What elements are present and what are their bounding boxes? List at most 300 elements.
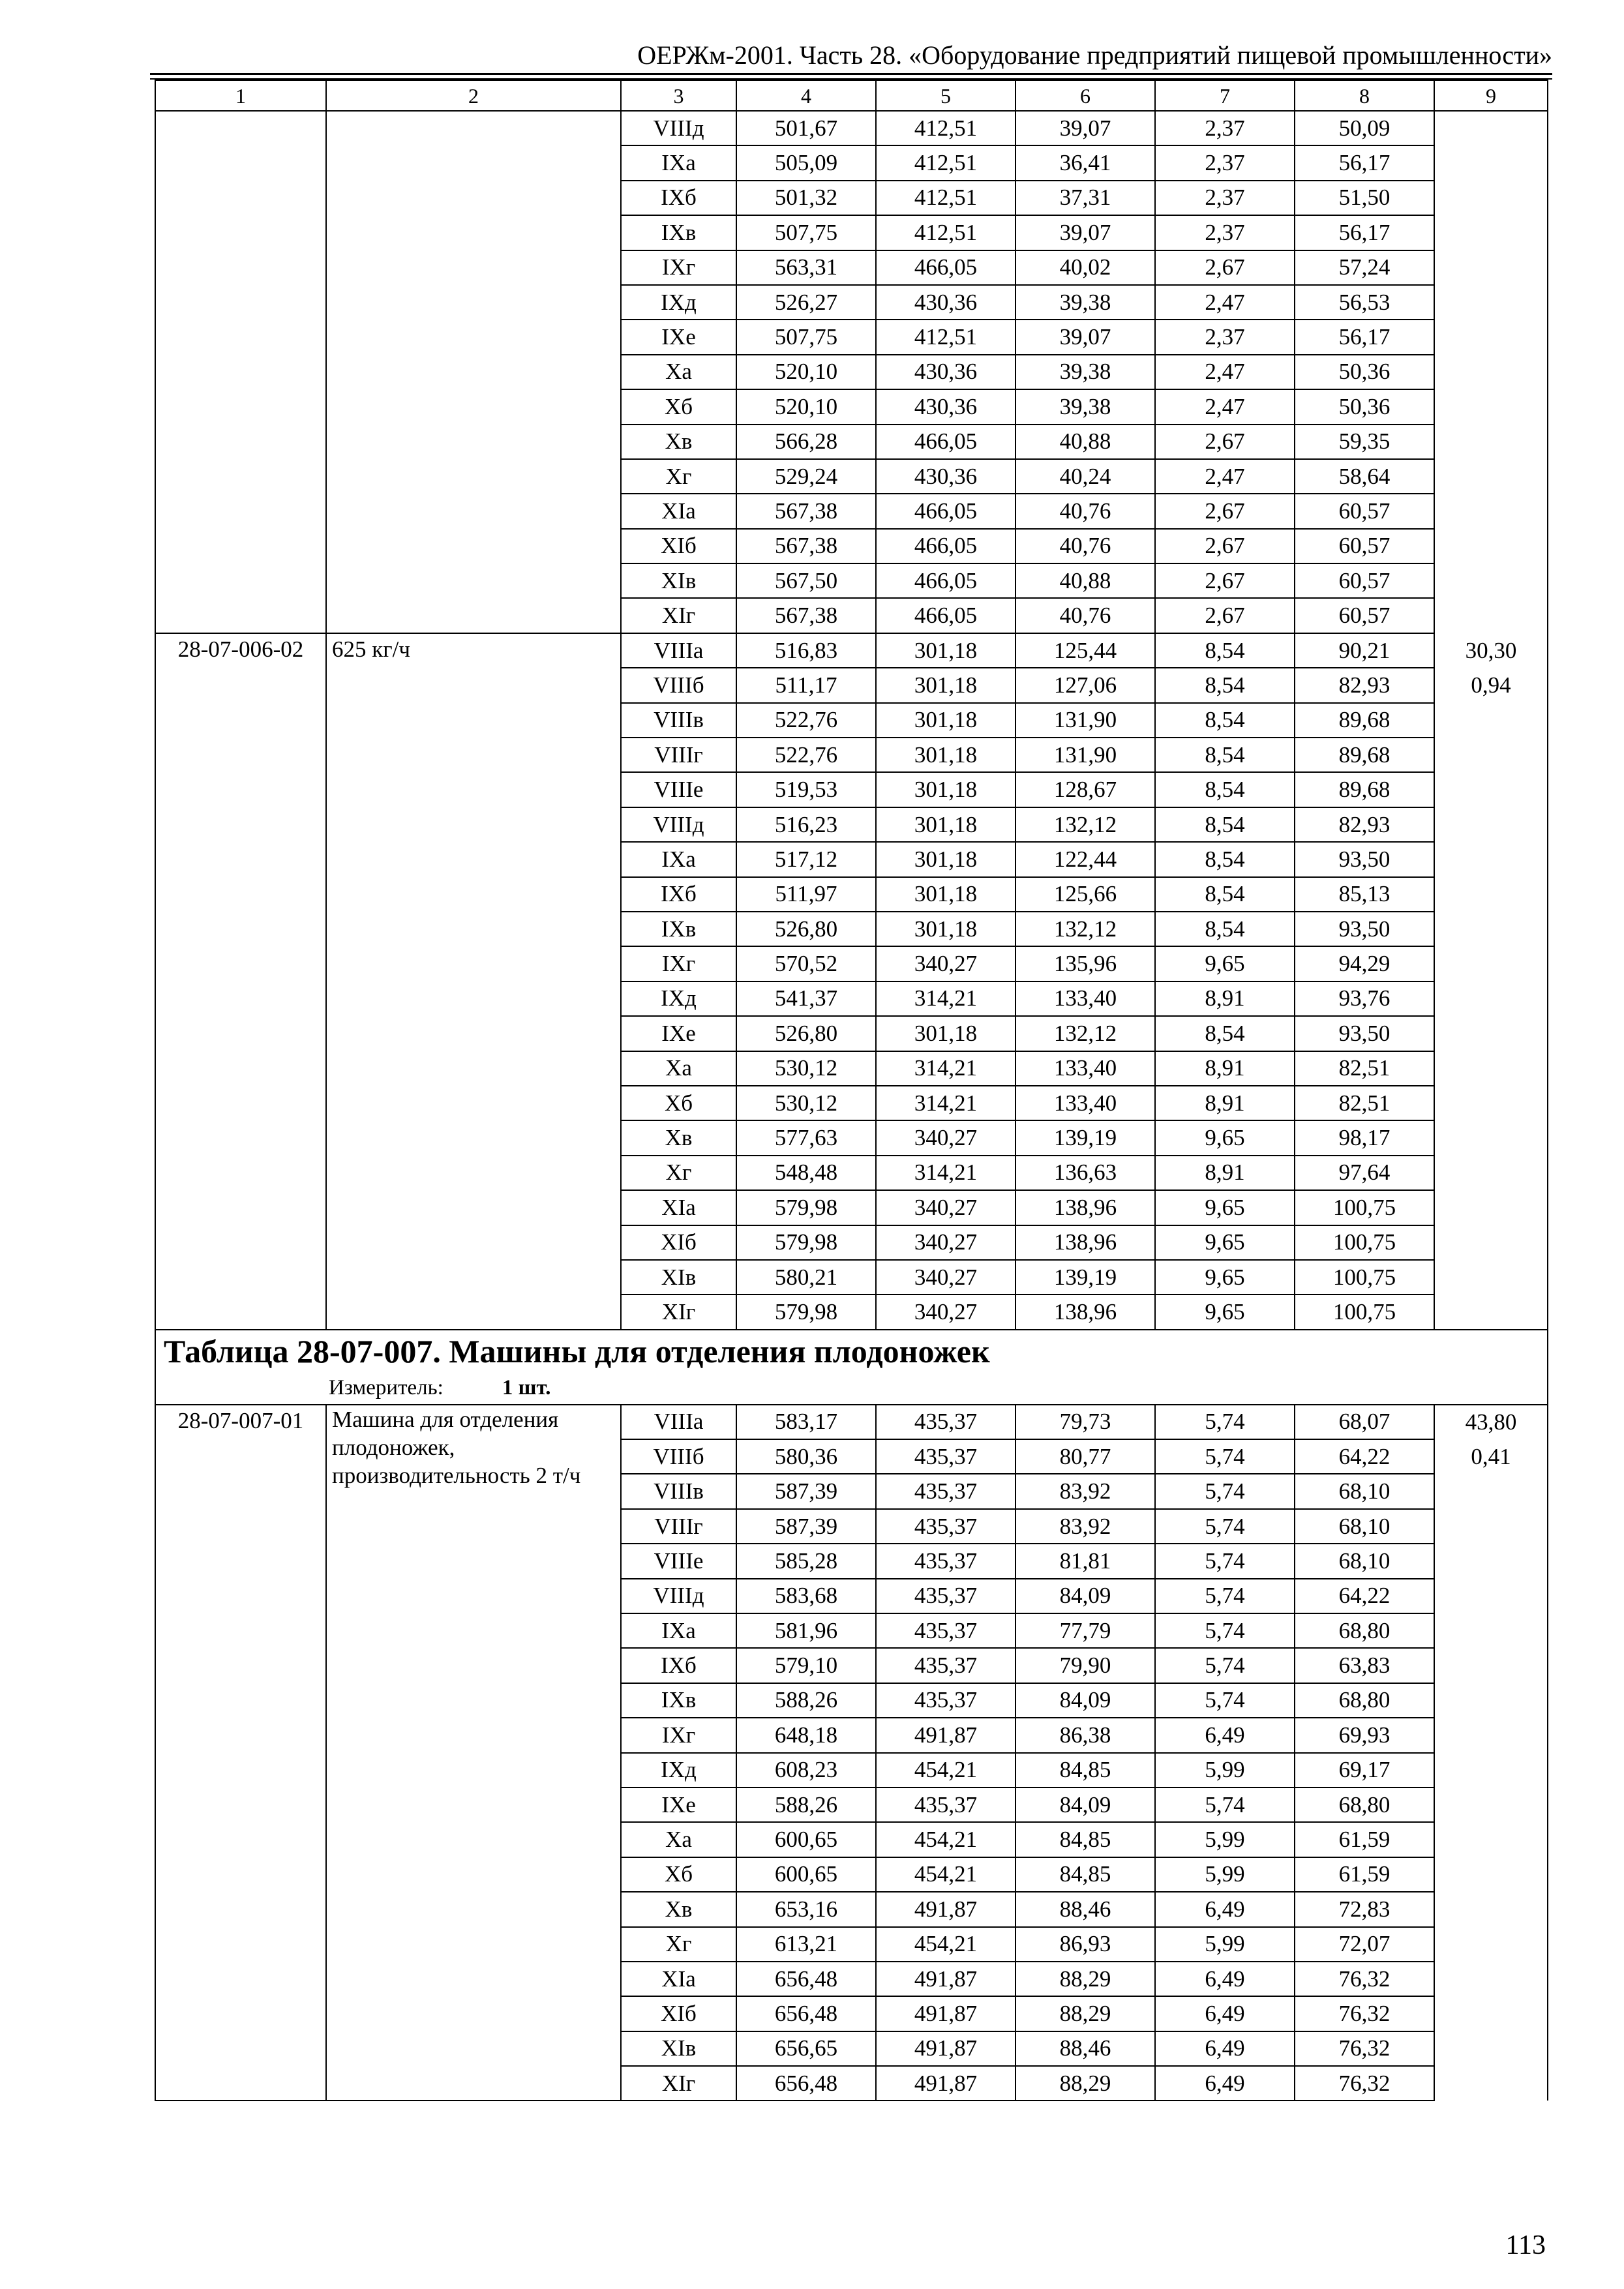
machinist-wages-cell: 6,49 — [1155, 2066, 1295, 2101]
zone-cell: VIIIа — [621, 633, 736, 668]
zone-cell: IXг — [621, 250, 736, 285]
column-number: 3 — [621, 80, 736, 111]
materials-cell: 93,76 — [1295, 981, 1434, 1016]
description-cell: Машина для отделения плодоножек, производительность 2 т/ч — [326, 1405, 621, 2101]
machinist-wages-cell: 8,91 — [1155, 1051, 1295, 1086]
machinist-wages-cell: 2,67 — [1155, 425, 1295, 459]
machines-cell: 40,02 — [1015, 250, 1155, 285]
machines-cell: 138,96 — [1015, 1294, 1155, 1329]
materials-cell: 89,68 — [1295, 738, 1434, 772]
zone-cell: VIIIв — [621, 703, 736, 738]
labor-extra-cell — [1434, 145, 1548, 180]
zone-cell: IXб — [621, 1648, 736, 1683]
total-cost-cell: 580,21 — [736, 1260, 876, 1294]
machines-cell: 128,67 — [1015, 772, 1155, 807]
wages-cell: 314,21 — [876, 1086, 1015, 1120]
labor-extra-cell — [1434, 1892, 1548, 1926]
total-cost-cell: 585,28 — [736, 1544, 876, 1578]
machines-cell: 138,96 — [1015, 1225, 1155, 1260]
machinist-wages-cell: 5,99 — [1155, 1857, 1295, 1892]
zone-cell: XIб — [621, 529, 736, 563]
zone-cell: XIб — [621, 1225, 736, 1260]
machines-cell: 79,90 — [1015, 1648, 1155, 1683]
materials-cell: 100,75 — [1295, 1225, 1434, 1260]
labor-extra-cell — [1434, 459, 1548, 494]
wages-cell: 491,87 — [876, 1718, 1015, 1752]
labor-extra-cell — [1434, 250, 1548, 285]
machines-cell: 88,29 — [1015, 2066, 1155, 2101]
machines-cell: 135,96 — [1015, 946, 1155, 981]
labor-extra-cell — [1434, 1718, 1548, 1752]
total-cost-cell: 653,16 — [736, 1892, 876, 1926]
column-number: 6 — [1015, 80, 1155, 111]
labor-extra-cell — [1434, 181, 1548, 215]
wages-cell: 314,21 — [876, 1051, 1015, 1086]
labor-extra-cell — [1434, 1544, 1548, 1578]
machinist-wages-cell: 5,99 — [1155, 1927, 1295, 1962]
unit-row — [155, 1372, 1548, 1405]
zone-cell: IXг — [621, 1718, 736, 1752]
page-header-title: ОЕРЖм-2001. Часть 28. «Оборудование предприятий пищевой промышленности» — [637, 40, 1552, 70]
wages-cell: 435,37 — [876, 1474, 1015, 1508]
zone-cell: XIа — [621, 1190, 736, 1225]
total-cost-cell: 541,37 — [736, 981, 876, 1016]
machines-cell: 40,76 — [1015, 598, 1155, 633]
machinist-wages-cell: 8,54 — [1155, 772, 1295, 807]
wages-cell: 466,05 — [876, 529, 1015, 563]
machines-cell: 133,40 — [1015, 1051, 1155, 1086]
materials-cell: 82,51 — [1295, 1086, 1434, 1120]
total-cost-cell: 522,76 — [736, 703, 876, 738]
machinist-wages-cell: 5,99 — [1155, 1822, 1295, 1857]
zone-cell: VIIIд — [621, 111, 736, 145]
zone-cell: XIг — [621, 1294, 736, 1329]
wages-cell: 314,21 — [876, 981, 1015, 1016]
zone-cell: Xг — [621, 1156, 736, 1190]
materials-cell: 60,57 — [1295, 598, 1434, 633]
zone-cell: Xв — [621, 425, 736, 459]
machines-cell: 122,44 — [1015, 842, 1155, 876]
materials-cell: 76,32 — [1295, 1996, 1434, 2031]
total-cost-cell: 507,75 — [736, 215, 876, 250]
machines-cell: 83,92 — [1015, 1474, 1155, 1508]
machinist-wages-cell: 6,49 — [1155, 1996, 1295, 2031]
materials-cell: 56,53 — [1295, 285, 1434, 320]
machinist-wages-cell: 2,37 — [1155, 145, 1295, 180]
wages-cell: 412,51 — [876, 111, 1015, 145]
machines-cell: 139,19 — [1015, 1120, 1155, 1155]
total-cost-cell: 600,65 — [736, 1822, 876, 1857]
machinist-wages-cell: 2,67 — [1155, 250, 1295, 285]
wages-cell: 435,37 — [876, 1788, 1015, 1822]
zone-cell: IXе — [621, 1788, 736, 1822]
total-cost-cell: 608,23 — [736, 1753, 876, 1788]
total-cost-cell: 517,12 — [736, 842, 876, 876]
machines-cell: 132,12 — [1015, 1016, 1155, 1051]
machinist-wages-cell: 5,74 — [1155, 1474, 1295, 1508]
zone-cell: Xб — [621, 389, 736, 424]
labor-extra-cell — [1434, 1648, 1548, 1683]
machines-cell: 84,85 — [1015, 1822, 1155, 1857]
materials-cell: 60,57 — [1295, 529, 1434, 563]
wages-cell: 466,05 — [876, 250, 1015, 285]
machinist-wages-cell: 9,65 — [1155, 1120, 1295, 1155]
machinist-wages-cell: 5,74 — [1155, 1509, 1295, 1544]
machinist-wages-cell: 2,37 — [1155, 181, 1295, 215]
materials-cell: 93,50 — [1295, 1016, 1434, 1051]
wages-cell: 435,37 — [876, 1613, 1015, 1648]
zone-cell: VIIIб — [621, 668, 736, 702]
machinist-wages-cell: 2,67 — [1155, 598, 1295, 633]
labor-extra-cell — [1434, 946, 1548, 981]
table-title-row — [155, 1330, 1548, 1372]
wages-cell: 301,18 — [876, 1016, 1015, 1051]
total-cost-cell: 519,53 — [736, 772, 876, 807]
total-cost-cell: 567,38 — [736, 494, 876, 528]
total-cost-cell: 522,76 — [736, 738, 876, 772]
wages-cell: 412,51 — [876, 320, 1015, 354]
materials-cell: 89,68 — [1295, 703, 1434, 738]
labor-extra-cell — [1434, 1788, 1548, 1822]
machines-cell: 132,12 — [1015, 912, 1155, 946]
description-cell: 625 кг/ч — [326, 633, 621, 1330]
machines-cell: 40,88 — [1015, 563, 1155, 598]
machines-cell: 127,06 — [1015, 668, 1155, 702]
column-number: 5 — [876, 80, 1015, 111]
materials-cell: 56,17 — [1295, 215, 1434, 250]
zone-cell: VIIIг — [621, 738, 736, 772]
machines-cell: 132,12 — [1015, 807, 1155, 842]
labor-extra-cell — [1434, 981, 1548, 1016]
machinist-wages-cell: 8,54 — [1155, 703, 1295, 738]
materials-cell: 68,07 — [1295, 1405, 1434, 1439]
materials-cell: 72,07 — [1295, 1927, 1434, 1962]
column-number: 2 — [326, 80, 621, 111]
wages-cell: 301,18 — [876, 668, 1015, 702]
materials-cell: 82,51 — [1295, 1051, 1434, 1086]
materials-cell: 60,57 — [1295, 494, 1434, 528]
total-cost-cell: 570,52 — [736, 946, 876, 981]
machines-cell: 83,92 — [1015, 1509, 1155, 1544]
wages-cell: 491,87 — [876, 2066, 1015, 2101]
total-cost-cell: 548,48 — [736, 1156, 876, 1190]
wages-cell: 435,37 — [876, 1405, 1015, 1439]
zone-cell: XIа — [621, 494, 736, 528]
zone-cell: IXа — [621, 842, 736, 876]
column-number: 8 — [1295, 80, 1434, 111]
materials-cell: 60,57 — [1295, 563, 1434, 598]
wages-cell: 301,18 — [876, 912, 1015, 946]
labor-extra-cell — [1434, 877, 1548, 912]
machines-cell: 80,77 — [1015, 1439, 1155, 1474]
machinist-wages-cell: 5,74 — [1155, 1648, 1295, 1683]
labor-extra-cell — [1434, 1683, 1548, 1718]
machinist-wages-cell: 8,54 — [1155, 877, 1295, 912]
machines-cell: 81,81 — [1015, 1544, 1155, 1578]
machines-cell: 138,96 — [1015, 1190, 1155, 1225]
zone-cell: IXа — [621, 145, 736, 180]
wages-cell: 435,37 — [876, 1544, 1015, 1578]
materials-cell: 59,35 — [1295, 425, 1434, 459]
machines-cell: 84,09 — [1015, 1788, 1155, 1822]
machines-cell: 139,19 — [1015, 1260, 1155, 1294]
machines-cell: 131,90 — [1015, 738, 1155, 772]
materials-cell: 98,17 — [1295, 1120, 1434, 1155]
labor-extra-cell — [1434, 598, 1548, 633]
rate-code-cell: 28-07-007-01 — [155, 1405, 326, 2101]
total-cost-cell: 520,10 — [736, 355, 876, 389]
wages-cell: 430,36 — [876, 459, 1015, 494]
wages-cell: 491,87 — [876, 1892, 1015, 1926]
labor-extra-cell — [1434, 1857, 1548, 1892]
labor-extra-cell — [1434, 1086, 1548, 1120]
machinist-wages-cell: 9,65 — [1155, 946, 1295, 981]
machinist-wages-cell: 8,54 — [1155, 912, 1295, 946]
machinist-wages-cell: 9,65 — [1155, 1190, 1295, 1225]
materials-cell: 50,36 — [1295, 389, 1434, 424]
zone-cell: Xв — [621, 1892, 736, 1926]
wages-cell: 340,27 — [876, 1190, 1015, 1225]
machines-cell: 88,29 — [1015, 1962, 1155, 1996]
labor-extra-cell — [1434, 2066, 1548, 2101]
total-cost-cell: 580,36 — [736, 1439, 876, 1474]
machinist-wages-cell: 8,54 — [1155, 1016, 1295, 1051]
machines-cell: 39,07 — [1015, 215, 1155, 250]
labor-extra-cell — [1434, 1579, 1548, 1613]
wages-cell: 466,05 — [876, 425, 1015, 459]
machines-cell: 36,41 — [1015, 145, 1155, 180]
machinist-wages-cell: 8,54 — [1155, 668, 1295, 702]
zone-cell: Xг — [621, 459, 736, 494]
total-cost-cell: 511,97 — [736, 877, 876, 912]
total-cost-cell: 579,98 — [736, 1225, 876, 1260]
total-cost-cell: 516,23 — [736, 807, 876, 842]
zone-cell: Xв — [621, 1120, 736, 1155]
total-cost-cell: 507,75 — [736, 320, 876, 354]
machinist-wages-cell: 2,47 — [1155, 459, 1295, 494]
labor-extra-cell — [1434, 1190, 1548, 1225]
wages-cell: 454,21 — [876, 1857, 1015, 1892]
zone-cell: IXв — [621, 912, 736, 946]
wages-cell: 430,36 — [876, 285, 1015, 320]
zone-cell: VIIIб — [621, 1439, 736, 1474]
zone-cell: Xб — [621, 1086, 736, 1120]
zone-cell: IXг — [621, 946, 736, 981]
zone-cell: IXа — [621, 1613, 736, 1648]
labor-extra-cell — [1434, 529, 1548, 563]
total-cost-cell: 577,63 — [736, 1120, 876, 1155]
labor-extra-cell — [1434, 703, 1548, 738]
labor-extra-cell — [1434, 1294, 1548, 1329]
table-row — [155, 1405, 1548, 1439]
column-number: 1 — [155, 80, 326, 111]
machines-cell: 77,79 — [1015, 1613, 1155, 1648]
machines-cell: 40,76 — [1015, 494, 1155, 528]
machines-cell: 125,44 — [1015, 633, 1155, 668]
machines-cell: 84,85 — [1015, 1857, 1155, 1892]
zone-cell: IXд — [621, 1753, 736, 1788]
wages-cell: 435,37 — [876, 1579, 1015, 1613]
labor-extra-cell — [1434, 772, 1548, 807]
machines-cell: 133,40 — [1015, 981, 1155, 1016]
machines-cell: 86,93 — [1015, 1927, 1155, 1962]
labor-extra-cell — [1434, 842, 1548, 876]
materials-cell: 61,59 — [1295, 1822, 1434, 1857]
materials-cell: 50,09 — [1295, 111, 1434, 145]
total-cost-cell: 613,21 — [736, 1927, 876, 1962]
machinist-wages-cell: 2,47 — [1155, 285, 1295, 320]
total-cost-cell: 516,83 — [736, 633, 876, 668]
materials-cell: 82,93 — [1295, 668, 1434, 702]
wages-cell: 301,18 — [876, 772, 1015, 807]
wages-cell: 454,21 — [876, 1927, 1015, 1962]
labor-extra-cell — [1434, 563, 1548, 598]
materials-cell: 61,59 — [1295, 1857, 1434, 1892]
wages-cell: 301,18 — [876, 877, 1015, 912]
total-cost-cell: 526,27 — [736, 285, 876, 320]
materials-cell: 93,50 — [1295, 842, 1434, 876]
machinist-wages-cell: 6,49 — [1155, 1718, 1295, 1752]
machines-cell: 40,88 — [1015, 425, 1155, 459]
machines-cell: 88,46 — [1015, 1892, 1155, 1926]
zone-cell: VIIIд — [621, 1579, 736, 1613]
zone-cell: IXб — [621, 181, 736, 215]
machinist-wages-cell: 8,91 — [1155, 1086, 1295, 1120]
total-cost-cell: 656,48 — [736, 1996, 876, 2031]
total-cost-cell: 520,10 — [736, 389, 876, 424]
rate-code-cell — [155, 111, 326, 633]
page-number: 113 — [1505, 2230, 1546, 2260]
materials-cell: 85,13 — [1295, 877, 1434, 912]
table-title: Таблица 28-07-007. Машины для отделения плодоножек — [155, 1330, 1548, 1372]
materials-cell: 50,36 — [1295, 355, 1434, 389]
zone-cell: VIIIе — [621, 1544, 736, 1578]
labor-extra-cell — [1434, 425, 1548, 459]
machinist-wages-cell: 9,65 — [1155, 1260, 1295, 1294]
labor-extra-cell — [1434, 1156, 1548, 1190]
labor-extra-cell — [1434, 1962, 1548, 1996]
machinist-wages-cell: 8,91 — [1155, 1156, 1295, 1190]
total-cost-cell: 656,48 — [736, 1962, 876, 1996]
machinist-wages-cell: 8,54 — [1155, 738, 1295, 772]
total-cost-cell: 587,39 — [736, 1509, 876, 1544]
materials-cell: 63,83 — [1295, 1648, 1434, 1683]
zone-cell: VIIIд — [621, 807, 736, 842]
machinist-wages-cell: 8,54 — [1155, 842, 1295, 876]
materials-cell: 93,50 — [1295, 912, 1434, 946]
total-cost-cell: 566,28 — [736, 425, 876, 459]
materials-cell: 90,21 — [1295, 633, 1434, 668]
machinist-wages-cell: 5,74 — [1155, 1579, 1295, 1613]
wages-cell: 340,27 — [876, 1225, 1015, 1260]
machines-cell: 86,38 — [1015, 1718, 1155, 1752]
total-cost-cell: 567,38 — [736, 529, 876, 563]
labor-extra-cell — [1434, 1260, 1548, 1294]
zone-cell: VIIIе — [621, 772, 736, 807]
total-cost-cell: 648,18 — [736, 1718, 876, 1752]
materials-cell: 56,17 — [1295, 320, 1434, 354]
labor-extra-cell — [1434, 1051, 1548, 1086]
machinist-wages-cell: 8,91 — [1155, 981, 1295, 1016]
wages-cell: 435,37 — [876, 1509, 1015, 1544]
materials-cell: 100,75 — [1295, 1190, 1434, 1225]
total-cost-cell: 583,17 — [736, 1405, 876, 1439]
labor-extra-cell — [1434, 807, 1548, 842]
labor-extra-cell — [1434, 1509, 1548, 1544]
materials-cell: 100,75 — [1295, 1260, 1434, 1294]
wages-cell: 314,21 — [876, 1156, 1015, 1190]
wages-cell: 454,21 — [876, 1822, 1015, 1857]
zone-cell: IXв — [621, 215, 736, 250]
total-cost-cell: 656,65 — [736, 2031, 876, 2066]
machines-cell: 40,76 — [1015, 529, 1155, 563]
wages-cell: 340,27 — [876, 946, 1015, 981]
machines-cell: 37,31 — [1015, 181, 1155, 215]
zone-cell: XIв — [621, 1260, 736, 1294]
labor-extra-cell — [1434, 111, 1548, 145]
labor-extra-cell — [1434, 285, 1548, 320]
zone-cell: Xа — [621, 1051, 736, 1086]
total-cost-cell: 567,38 — [736, 598, 876, 633]
rates-table-body — [155, 80, 1548, 2101]
zone-cell: VIIIв — [621, 1474, 736, 1508]
zone-cell: IXд — [621, 981, 736, 1016]
machines-cell: 40,24 — [1015, 459, 1155, 494]
labor-extra-cell — [1434, 912, 1548, 946]
wages-cell: 301,18 — [876, 703, 1015, 738]
zone-cell: Xа — [621, 1822, 736, 1857]
labor-extra-cell: 0,41 — [1434, 1439, 1548, 1474]
wages-cell: 435,37 — [876, 1648, 1015, 1683]
zone-cell: XIа — [621, 1962, 736, 1996]
total-cost-cell: 579,10 — [736, 1648, 876, 1683]
machinist-wages-cell: 6,49 — [1155, 2031, 1295, 2066]
materials-cell: 57,24 — [1295, 250, 1434, 285]
wages-cell: 301,18 — [876, 738, 1015, 772]
machines-cell: 39,38 — [1015, 285, 1155, 320]
materials-cell: 89,68 — [1295, 772, 1434, 807]
materials-cell: 94,29 — [1295, 946, 1434, 981]
total-cost-cell: 579,98 — [736, 1294, 876, 1329]
machines-cell: 88,29 — [1015, 1996, 1155, 2031]
unit-value: 1 шт. — [502, 1376, 551, 1400]
zone-cell: XIг — [621, 2066, 736, 2101]
wages-cell: 491,87 — [876, 1962, 1015, 1996]
labor-extra-cell — [1434, 1822, 1548, 1857]
labor-extra-cell — [1434, 1225, 1548, 1260]
total-cost-cell: 563,31 — [736, 250, 876, 285]
labor-extra-cell — [1434, 355, 1548, 389]
total-cost-cell: 581,96 — [736, 1613, 876, 1648]
materials-cell: 100,75 — [1295, 1294, 1434, 1329]
materials-cell: 64,22 — [1295, 1439, 1434, 1474]
total-cost-cell: 530,12 — [736, 1086, 876, 1120]
labor-extra-cell — [1434, 1927, 1548, 1962]
machines-cell: 84,85 — [1015, 1753, 1155, 1788]
total-cost-cell: 526,80 — [736, 1016, 876, 1051]
machinist-wages-cell: 2,47 — [1155, 355, 1295, 389]
machines-cell: 88,46 — [1015, 2031, 1155, 2066]
machinist-wages-cell: 5,74 — [1155, 1405, 1295, 1439]
labor-extra-cell — [1434, 494, 1548, 528]
machinist-wages-cell: 2,67 — [1155, 529, 1295, 563]
total-cost-cell: 583,68 — [736, 1579, 876, 1613]
machinist-wages-cell: 5,74 — [1155, 1788, 1295, 1822]
wages-cell: 491,87 — [876, 2031, 1015, 2066]
wages-cell: 412,51 — [876, 181, 1015, 215]
labor-extra-cell — [1434, 389, 1548, 424]
machines-cell: 131,90 — [1015, 703, 1155, 738]
